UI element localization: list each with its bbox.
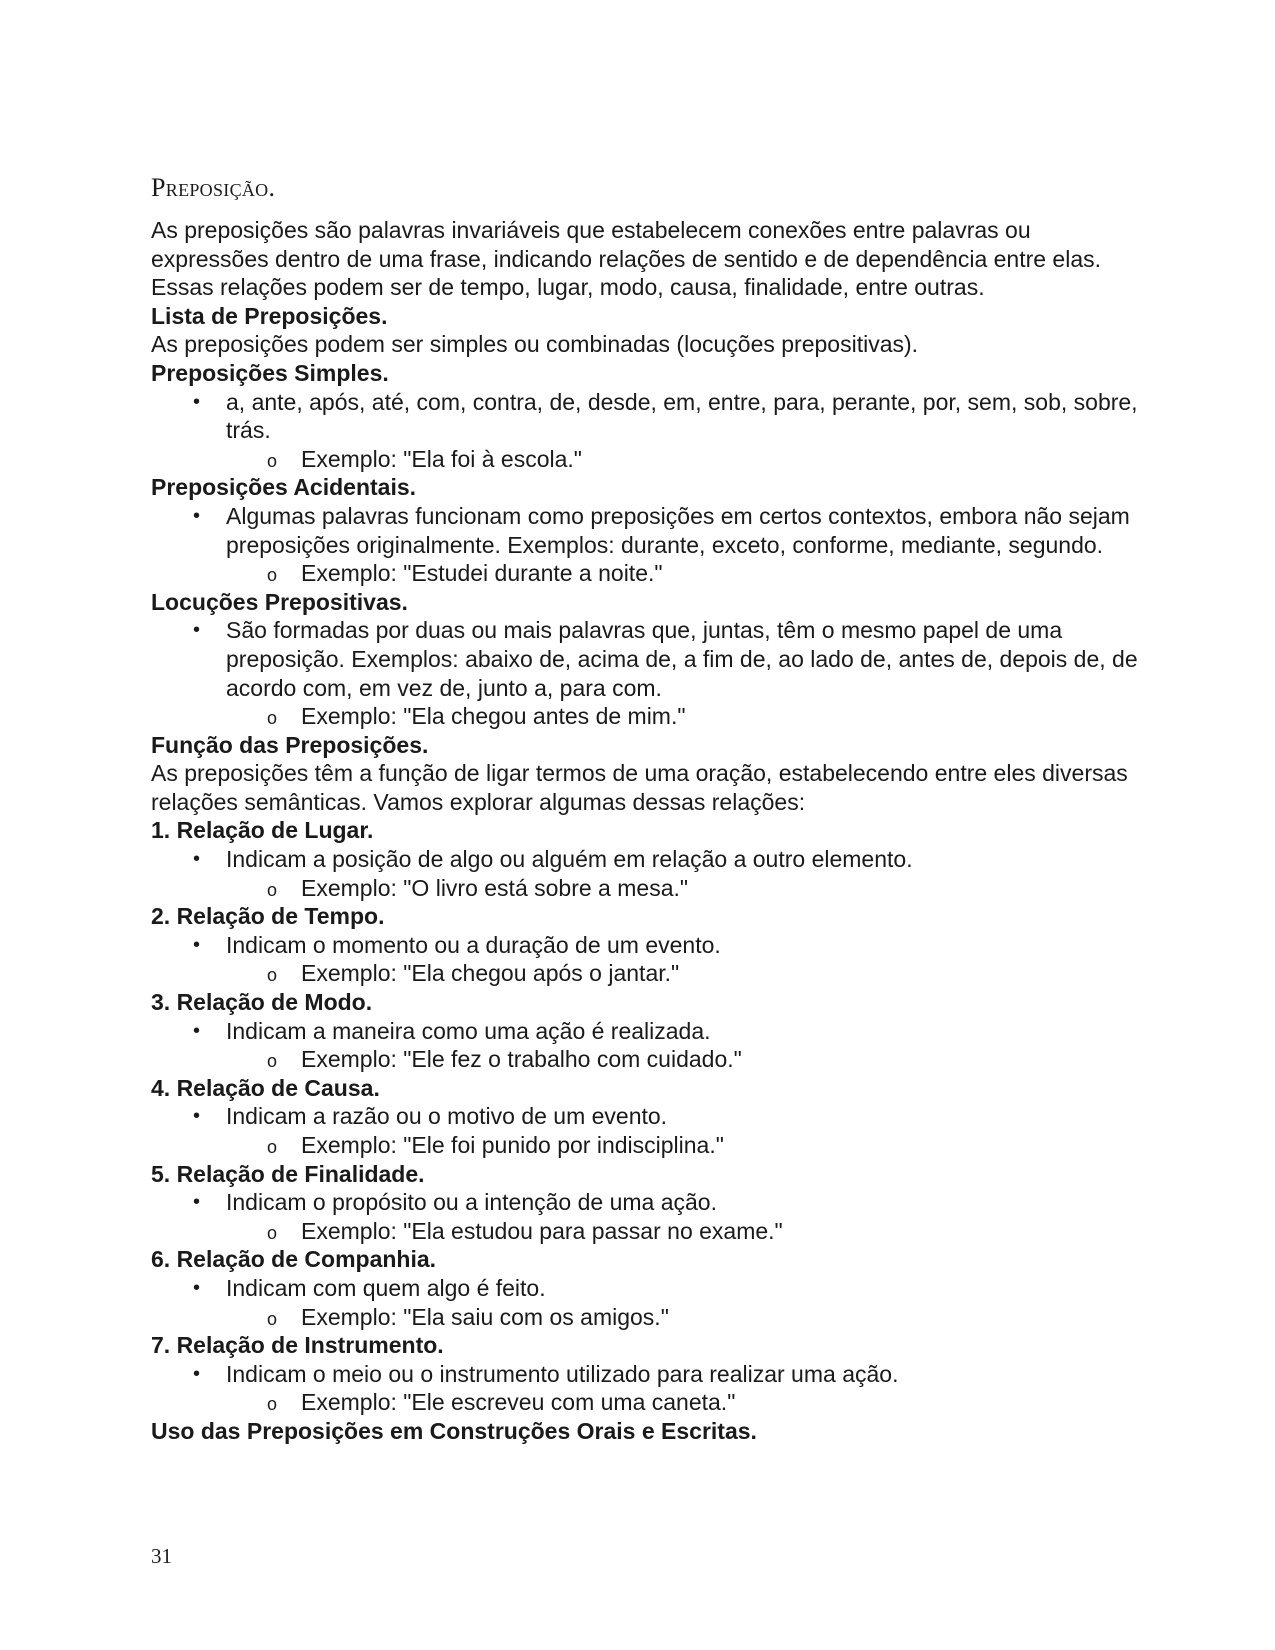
example-text: Exemplo: "O livro está sobre a mesa."	[301, 874, 689, 901]
bullet-icon: •	[193, 619, 201, 642]
list-item-text: Indicam o propósito ou a intenção de uma ação.	[226, 1189, 717, 1216]
circle-bullet-icon: o	[267, 965, 278, 986]
relation-heading-modo: 3. Relação de Modo.	[151, 989, 373, 1016]
circle-bullet-icon: o	[267, 1222, 278, 1243]
sub-list-item	[267, 702, 1141, 731]
sub-list	[226, 702, 1141, 731]
bullet-list	[151, 388, 1141, 474]
section-heading-acidentais: Preposições Acidentais.	[151, 474, 417, 501]
example-text: Exemplo: "Estudei durante a noite."	[301, 560, 663, 587]
relation-heading-lugar: 1. Relação de Lugar.	[151, 817, 374, 844]
circle-bullet-icon: o	[267, 565, 278, 586]
sub-list	[226, 559, 1141, 588]
list-item-text: a, ante, após, até, com, contra, de, desde, em, entre, para, perante, por, sem, sob, sobre, trás.	[226, 388, 1138, 444]
bullet-list	[151, 845, 1141, 902]
list-item	[193, 1102, 1141, 1159]
sub-list	[226, 874, 1141, 903]
example-text: Exemplo: "Ela saiu com os amigos."	[301, 1303, 669, 1330]
sub-list-item	[267, 1131, 1141, 1160]
relation-heading-instrumento: 7. Relação de Instrumento.	[151, 1332, 444, 1359]
list-item	[193, 1017, 1141, 1074]
sub-list	[226, 959, 1141, 988]
sub-list-item	[267, 1303, 1141, 1332]
list-item	[193, 1188, 1141, 1245]
sub-list-item	[267, 1388, 1141, 1417]
bullet-icon: •	[193, 1276, 201, 1299]
relation-heading-causa: 4. Relação de Causa.	[151, 1074, 380, 1101]
sub-list	[226, 1303, 1141, 1332]
circle-bullet-icon: o	[267, 450, 278, 471]
intro-paragraph: As preposições são palavras invariáveis que estabelecem conexões entre palavras ou expressões dentro de uma frase, indicando relações de sentido e de dependência entre elas. Essas relações podem ser de tempo, lugar, modo, causa, finalidade, entre outras.	[151, 217, 1102, 301]
circle-bullet-icon: o	[267, 1394, 278, 1415]
example-text: Exemplo: "Ela foi à escola."	[301, 445, 582, 472]
bullet-list	[151, 931, 1141, 988]
section-heading-lista: Lista de Preposições.	[151, 302, 388, 329]
circle-bullet-icon: o	[267, 879, 278, 900]
bullet-list	[151, 1274, 1141, 1331]
list-item-text: Indicam com quem algo é feito.	[226, 1274, 546, 1301]
example-text: Exemplo: "Ele fez o trabalho com cuidado."	[301, 1046, 742, 1073]
page-title: Preposição.	[151, 173, 276, 202]
example-text: Exemplo: "Ela chegou após o jantar."	[301, 960, 680, 987]
list-item	[193, 931, 1141, 988]
list-item-text: Indicam a razão ou o motivo de um evento.	[226, 1103, 668, 1130]
list-item	[193, 388, 1141, 474]
sub-list-item	[267, 959, 1141, 988]
example-text: Exemplo: "Ela chegou antes de mim."	[301, 703, 686, 730]
bullet-list	[151, 616, 1141, 730]
funcao-paragraph: As preposições têm a função de ligar termos de uma oração, estabelecendo entre eles diversas relações semânticas. Vamos explorar algumas dessas relações:	[151, 760, 1128, 815]
section-heading-simples: Preposições Simples.	[151, 359, 389, 386]
list-item	[193, 1274, 1141, 1331]
list-item	[193, 1360, 1141, 1417]
section-heading-funcao: Função das Preposições.	[151, 731, 429, 758]
circle-bullet-icon: o	[267, 708, 278, 729]
page-number: 31	[151, 1544, 172, 1568]
circle-bullet-icon: o	[267, 1137, 278, 1157]
list-item-text: Algumas palavras funcionam como preposições em certos contextos, embora não sejam preposições originalmente. Exemplos: durante, exceto, conforme, mediante, segundo.	[226, 502, 1130, 558]
bullet-list	[151, 1017, 1141, 1074]
bullet-list	[151, 1188, 1141, 1245]
list-item-text: Indicam a maneira como uma ação é realizada.	[226, 1017, 711, 1044]
sub-list	[226, 1388, 1141, 1417]
example-text: Exemplo: "Ela estudou para passar no exame."	[301, 1217, 783, 1244]
section-heading-locucoes: Locuções Prepositivas.	[151, 588, 408, 615]
relation-heading-tempo: 2. Relação de Tempo.	[151, 903, 385, 930]
example-text: Exemplo: "Ele escreveu com uma caneta."	[301, 1389, 736, 1416]
bullet-icon: •	[193, 848, 201, 871]
bullet-icon: •	[193, 504, 201, 527]
bullet-list	[151, 1102, 1141, 1159]
sub-list-item	[267, 559, 1141, 588]
bullet-icon: •	[193, 933, 201, 956]
bullet-icon: •	[193, 1019, 201, 1042]
list-item	[193, 616, 1141, 730]
example-text: Exemplo: "Ele foi punido por indisciplina."	[301, 1132, 724, 1158]
bullet-icon: •	[193, 1362, 201, 1385]
circle-bullet-icon: o	[267, 1051, 278, 1072]
sub-list-item	[267, 1045, 1141, 1074]
sub-list	[226, 445, 1141, 474]
list-item	[193, 502, 1141, 588]
bullet-list	[151, 1360, 1141, 1417]
relation-heading-companhia: 6. Relação de Companhia.	[151, 1246, 437, 1273]
sub-list-item	[267, 874, 1141, 903]
section-heading-uso: Uso das Preposições em Construções Orais e Escritas.	[151, 1417, 757, 1444]
bullet-list	[151, 502, 1141, 588]
list-item-text: Indicam o momento ou a duração de um evento.	[226, 931, 721, 958]
bullet-icon: •	[193, 1105, 201, 1128]
sub-list	[226, 1045, 1141, 1074]
list-item-text: Indicam a posição de algo ou alguém em relação a outro elemento.	[226, 846, 913, 873]
list-item	[193, 845, 1141, 902]
list-item-text: Indicam o meio ou o instrumento utilizado para realizar uma ação.	[226, 1360, 899, 1387]
sub-list	[226, 1217, 1141, 1246]
circle-bullet-icon: o	[267, 1308, 278, 1329]
sub-list-item	[267, 445, 1141, 474]
sub-list	[226, 1131, 1141, 1160]
relation-heading-finalidade: 5. Relação de Finalidade.	[151, 1160, 425, 1187]
bullet-icon: •	[193, 390, 201, 413]
bullet-icon: •	[193, 1191, 201, 1214]
sub-list-item	[267, 1217, 1141, 1246]
lista-paragraph: As preposições podem ser simples ou combinadas (locuções prepositivas).	[151, 331, 919, 358]
list-item-text: São formadas por duas ou mais palavras que, juntas, têm o mesmo papel de uma preposição. Exemplos: abaixo de, acima de, a fim de, ao lado de, antes de, depois de, de acordo com, em vez de, junto a, para com.	[226, 617, 1138, 701]
document-page	[151, 172, 1141, 1446]
